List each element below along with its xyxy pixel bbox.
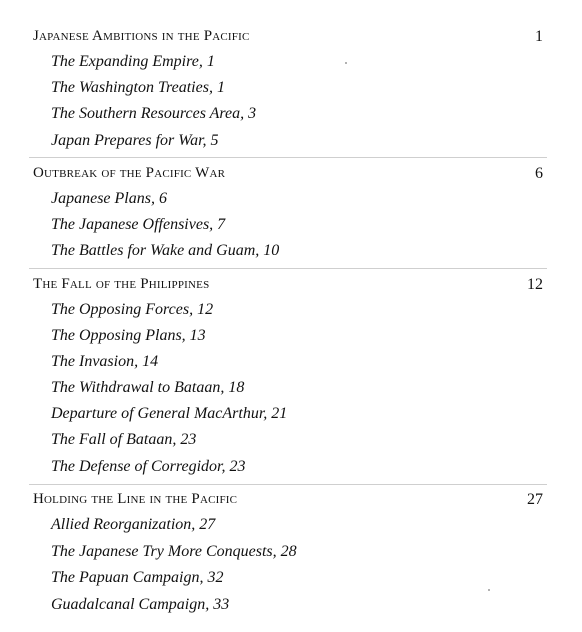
section-entry: Japan Prepares for War, 5 — [51, 132, 219, 149]
chapter-title: Holding the Line in the Pacific — [33, 491, 238, 507]
scan-speck — [345, 62, 347, 64]
divider — [29, 268, 547, 269]
section-entry: The Papuan Campaign, 32 — [51, 569, 224, 586]
chapter-heading — [33, 28, 543, 50]
section-entry: Japanese Plans, 6 — [51, 190, 167, 207]
section-entry: The Japanese Try More Conquests, 28 — [51, 543, 297, 560]
divider — [29, 157, 547, 158]
chapter-page-number: 12 — [527, 276, 543, 293]
section-entry: Guadalcanal Campaign, 33 — [51, 596, 230, 613]
section-entry: The Opposing Forces, 12 — [51, 301, 214, 318]
section-entry: Allied Reorganization, 27 — [51, 516, 216, 533]
chapter-page-number: 27 — [527, 491, 543, 508]
section-entry: The Japanese Offensives, 7 — [51, 216, 226, 233]
section-entry: The Southern Resources Area, 3 — [51, 105, 257, 122]
chapter-page-number: 6 — [535, 165, 543, 182]
divider — [29, 484, 547, 485]
chapter-title: The Fall of the Philippines — [33, 276, 210, 292]
chapter-title: Outbreak of the Pacific War — [33, 165, 226, 181]
section-entry: Departure of General MacArthur, 21 — [51, 405, 288, 422]
chapter-title: Japanese Ambitions in the Pacific — [33, 28, 250, 44]
section-entry: The Opposing Plans, 13 — [51, 327, 206, 344]
chapter-page-number: 1 — [535, 28, 543, 45]
section-entry: The Withdrawal to Bataan, 18 — [51, 379, 245, 396]
section-entry: The Expanding Empire, 1 — [51, 53, 215, 70]
chapter-heading — [33, 276, 543, 298]
chapter-heading — [33, 165, 543, 187]
chapter-heading — [33, 491, 543, 513]
section-entry: The Defense of Corregidor, 23 — [51, 458, 246, 475]
section-entry: The Invasion, 14 — [51, 353, 159, 370]
scan-speck — [488, 589, 490, 591]
section-entry: The Battles for Wake and Guam, 10 — [51, 242, 280, 259]
section-entry: The Fall of Bataan, 23 — [51, 431, 197, 448]
section-entry: The Washington Treaties, 1 — [51, 79, 225, 96]
